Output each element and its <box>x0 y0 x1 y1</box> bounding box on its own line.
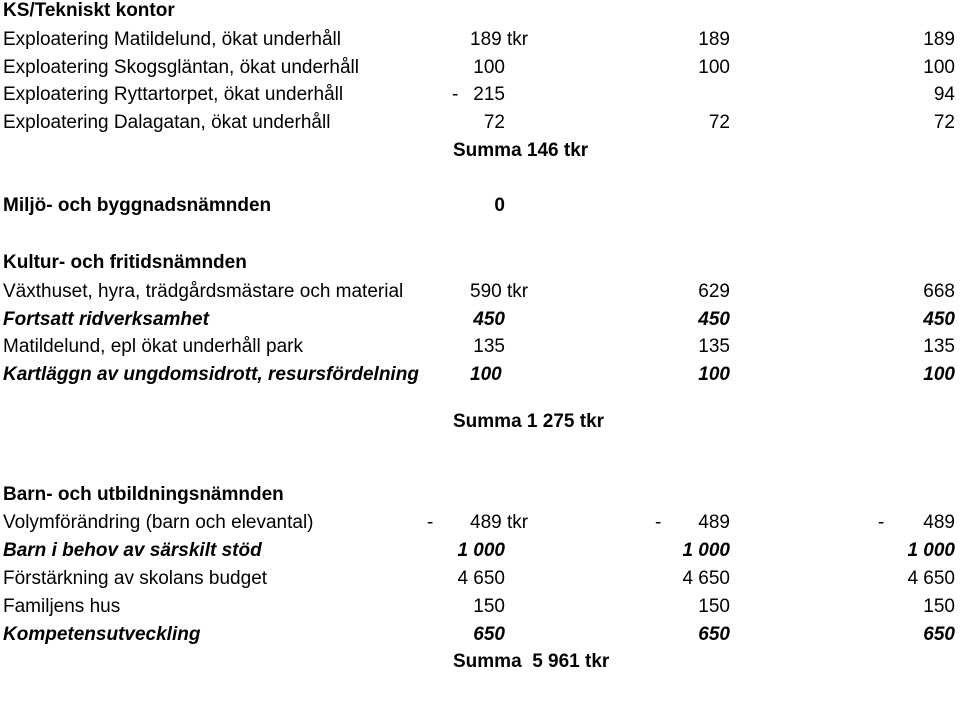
sum-text: Summa 146 tkr <box>453 140 589 161</box>
table-row <box>0 307 960 333</box>
section-heading-kultur <box>0 250 960 276</box>
value-year3: 668 <box>923 281 955 302</box>
value-year1: 135 <box>473 336 505 357</box>
value-year3: 450 <box>923 309 955 330</box>
table-row <box>0 566 960 592</box>
value-year3: 150 <box>923 596 955 617</box>
minus-sign: - <box>878 512 885 533</box>
value-year2: 629 <box>698 281 730 302</box>
row-label: Matildelund, epl ökat underhåll park <box>3 336 303 357</box>
value-year2: 1 000 <box>682 540 730 561</box>
sum-text: Summa 1 275 tkr <box>453 411 605 432</box>
minus-sign: - <box>452 84 459 105</box>
heading-text: Miljö- och byggnadsnämnden <box>3 195 272 216</box>
row-label: Exploatering Matildelund, ökat underhåll <box>3 29 341 50</box>
value-year1: 150 <box>473 596 505 617</box>
value-year3: 489 <box>923 512 955 533</box>
value-year1: 215 <box>473 84 505 105</box>
value-year3: 1 000 <box>907 540 955 561</box>
heading-text: KS/Tekniskt kontor <box>3 0 175 21</box>
value-year1: 4 650 <box>457 568 505 589</box>
row-label: Exploatering Skogsgläntan, ökat underhåll <box>3 57 359 78</box>
row-label: Exploatering Dalagatan, ökat underhåll <box>3 112 331 133</box>
value-year2: 4 650 <box>682 568 730 589</box>
value-year3: 650 <box>923 624 955 645</box>
table-row <box>0 594 960 620</box>
section-heading-miljo <box>0 193 960 219</box>
value-year1: 189 tkr <box>470 29 529 50</box>
row-label: Fortsatt ridverksamhet <box>3 309 209 330</box>
row-label: Barn i behov av särskilt stöd <box>3 540 262 561</box>
section-sum <box>0 138 960 164</box>
table-row <box>0 27 960 53</box>
table-row <box>0 510 960 536</box>
table-row <box>0 622 960 648</box>
value-year3: 4 650 <box>907 568 955 589</box>
table-row <box>0 55 960 81</box>
sum-text: Summa 5 961 tkr <box>453 651 610 672</box>
value-year3: 135 <box>923 336 955 357</box>
value-year1: 100 <box>470 364 502 385</box>
row-label: Familjens hus <box>3 596 121 617</box>
value-year2: 100 <box>698 364 730 385</box>
value-year2: 650 <box>698 624 730 645</box>
section-sum <box>0 649 960 675</box>
table-row <box>0 362 960 388</box>
value-year3: 72 <box>933 112 955 133</box>
row-label: Exploatering Ryttartorpet, ökat underhåll <box>3 84 344 105</box>
value-year2: 100 <box>698 57 730 78</box>
value-year3: 100 <box>923 57 955 78</box>
value-year1: 100 <box>473 57 505 78</box>
table-row <box>0 334 960 360</box>
value-year2: 72 <box>708 112 730 133</box>
value-year2: 489 <box>698 512 730 533</box>
minus-sign: - <box>655 512 662 533</box>
value-year1: 650 <box>473 624 505 645</box>
value-year1: 590 tkr <box>470 281 529 302</box>
value-year1: 1 000 <box>457 540 505 561</box>
value-year1: 489 tkr <box>470 512 529 533</box>
value-year3: 94 <box>933 84 955 105</box>
value-year2: 450 <box>698 309 730 330</box>
minus-sign: - <box>427 512 434 533</box>
row-label: Volymförändring (barn och elevantal) <box>3 512 314 533</box>
table-row <box>0 82 960 108</box>
value-year2: 189 <box>698 29 730 50</box>
table-row <box>0 110 960 136</box>
heading-text: Kultur- och fritidsnämnden <box>3 252 247 273</box>
value-year1: 0 <box>494 195 505 216</box>
section-sum <box>0 409 960 435</box>
value-year2: 150 <box>698 596 730 617</box>
heading-text: Barn- och utbildningsnämnden <box>3 484 284 505</box>
section-heading-barn <box>0 482 960 508</box>
value-year1: 450 <box>473 309 505 330</box>
table-row <box>0 538 960 564</box>
row-label: Förstärkning av skolans budget <box>3 568 268 589</box>
value-year3: 100 <box>923 364 955 385</box>
value-year3: 189 <box>923 29 955 50</box>
value-year1: 72 <box>483 112 505 133</box>
section-heading-ks <box>0 0 960 24</box>
row-label: Kompetensutveckling <box>3 624 201 645</box>
row-label: Kartläggn av ungdomsidrott, resursfördelning <box>3 364 419 385</box>
table-row <box>0 279 960 305</box>
row-label: Växthuset, hyra, trädgårdsmästare och material <box>3 281 404 302</box>
value-year2: 135 <box>698 336 730 357</box>
